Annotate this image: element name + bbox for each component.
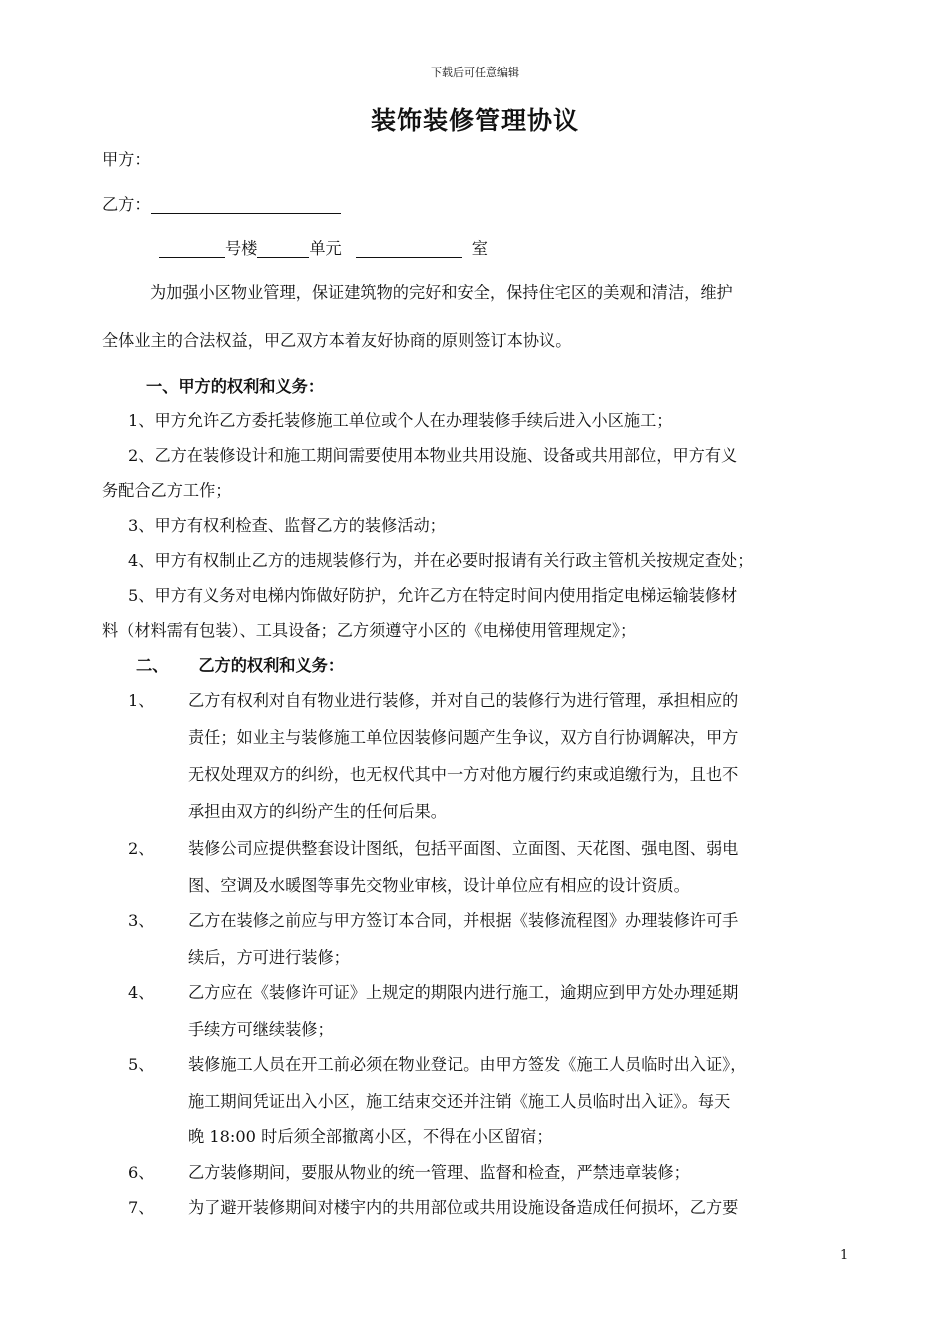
item-number: 6、 (128, 1163, 155, 1182)
intro-line-2: 全体业主的合法权益，甲乙双方本着友好协商的原则签订本协议。 (102, 331, 572, 350)
item-number: 5、 (128, 1055, 155, 1074)
party-b-line (102, 194, 341, 216)
page-number: 1 (840, 1248, 849, 1263)
intro-line-1: 为加强小区物业管理，保证建筑物的完好和安全，保持住宅区的美观和清洁，维护 (150, 283, 733, 302)
item-line: 装修施工人员在开工前必须在物业登记。由甲方签发《施工人员临时出入证》， (188, 1055, 747, 1074)
document-title: 装饰装修管理协议 (370, 106, 579, 135)
section-1-line: 2、乙方在装修设计和施工期间需要使用本物业共用设施、设备或共用部位，甲方有义 (128, 446, 738, 465)
item-number: 1、 (128, 691, 155, 710)
item-line: 晚 18:00 时后须全部撤离小区，不得在小区留宿； (188, 1127, 553, 1146)
party-b-label: 乙方： (102, 195, 151, 214)
unit-suffix: 单元 (309, 239, 342, 258)
header-note: 下载后可任意编辑 (431, 66, 519, 79)
item-line: 乙方装修期间，要服从物业的统一管理、监督和检查，严禁违章装修； (188, 1163, 690, 1182)
section-1-line: 3、甲方有权利检查、监督乙方的装修活动； (128, 516, 446, 535)
item-number: 7、 (128, 1198, 155, 1217)
building-blank (159, 239, 225, 258)
section-1-line: 5、甲方有义务对电梯内饰做好防护，允许乙方在特定时间内使用指定电梯运输装修材 (128, 586, 738, 605)
building-suffix: 号楼 (225, 239, 258, 258)
item-line: 图、空调及水暖图等事先交物业审核，设计单位应有相应的设计资质。 (188, 876, 690, 895)
item-line: 乙方在装修之前应与甲方签订本合同，并根据《装修流程图》办理装修许可手 (188, 911, 739, 930)
item-line: 乙方有权利对自有物业进行装修，并对自己的装修行为进行管理，承担相应的 (188, 691, 739, 710)
item-number: 3、 (128, 911, 155, 930)
section-1-line: 务配合乙方工作； (102, 481, 232, 500)
item-line: 续后，方可进行装修； (188, 948, 350, 967)
item-line: 无权处理双方的纠纷，也无权代其中一方对他方履行约束或追缴行为，且也不 (188, 765, 739, 784)
item-line: 手续方可继续装修； (188, 1020, 334, 1039)
room-suffix: 室 (471, 239, 488, 258)
section-1-line: 料（材料需有包装）、工具设备；乙方须遵守小区的《电梯使用管理规定》； (102, 621, 637, 640)
party-b-blank (151, 195, 341, 214)
section-1-heading: 一、甲方的权利和义务： (146, 377, 325, 396)
item-line: 乙方应在《装修许可证》上规定的期限内进行施工，逾期应到甲方处办理延期 (188, 983, 739, 1002)
item-line: 装修公司应提供整套设计图纸，包括平面图、立面图、天花图、强电图、弱电 (188, 839, 739, 858)
section-2-heading (136, 655, 344, 677)
item-line: 为了避开装修期间对楼宇内的共用部位或共用设施设备造成任何损坏，乙方要 (188, 1198, 739, 1217)
section-2-heading-num: 二、 (136, 656, 169, 675)
item-line: 承担由双方的纠纷产生的任何后果。 (188, 802, 447, 821)
section-1-line: 1、甲方允许乙方委托装修施工单位或个人在办理装修手续后进入小区施工； (128, 411, 673, 430)
room-blank (356, 239, 462, 258)
section-2-heading-text: 乙方的权利和义务： (198, 656, 345, 675)
item-line: 施工期间凭证出入小区，施工结束交还并注销《施工人员临时出入证》。每天 (188, 1092, 731, 1111)
address-line (159, 238, 488, 260)
item-number: 2、 (128, 839, 155, 858)
item-line: 责任；如业主与装修施工单位因装修问题产生争议，双方自行协调解决，甲方 (188, 728, 739, 747)
party-a-line (102, 149, 151, 171)
section-1-line: 4、甲方有权制止乙方的违规装修行为，并在必要时报请有关行政主管机关按规定查处； (128, 551, 754, 570)
unit-blank (257, 239, 309, 258)
party-a-label: 甲方： (102, 150, 151, 169)
item-number: 4、 (128, 983, 155, 1002)
